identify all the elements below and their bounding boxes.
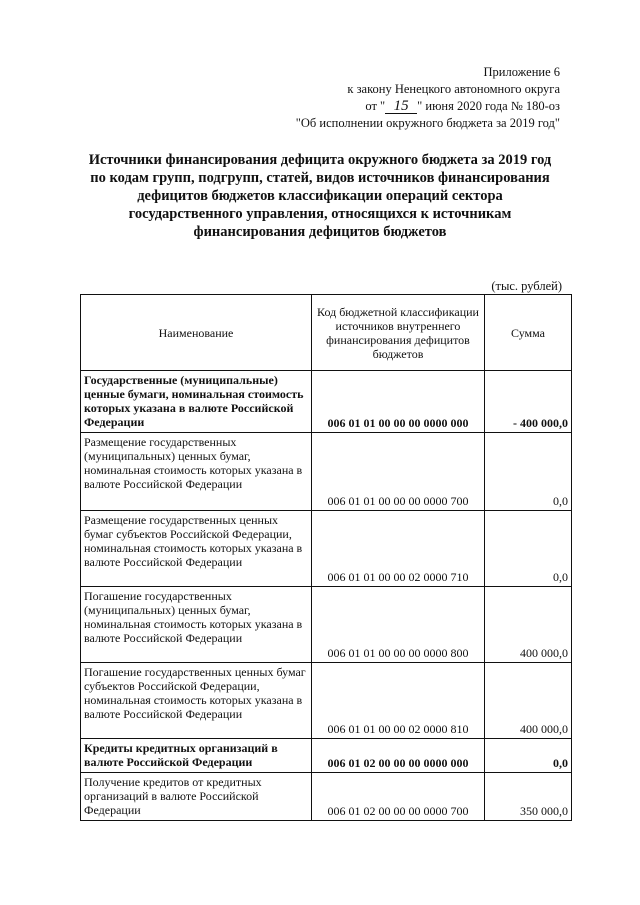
table-row bbox=[81, 587, 572, 663]
units-label: (тыс. рублей) bbox=[491, 279, 562, 293]
row-code: 006 01 01 00 00 02 0000 810 bbox=[312, 663, 485, 739]
title-line: Источники финансирования дефицита окружного бюджета за 2019 год bbox=[88, 152, 552, 168]
row-name: Кредиты кредитных организаций в валюте Российской Федерации bbox=[81, 739, 312, 773]
date-prefix: от " bbox=[365, 99, 386, 113]
table-row bbox=[81, 773, 572, 821]
title-line: дефицитов бюджетов классификации операций сектора bbox=[137, 188, 503, 204]
title-line: по кодам групп, подгрупп, статей, видов источников финансирования bbox=[90, 170, 550, 186]
date-suffix: " июня 2020 года № 180-оз bbox=[417, 99, 560, 113]
row-amount: 400 000,0 bbox=[485, 587, 572, 663]
appendix-number: Приложение 6 bbox=[483, 65, 560, 79]
row-amount: 0,0 bbox=[485, 433, 572, 511]
row-name: Погашение государственных (муниципальных) ценных бумаг, номинальная стоимость которых указана в валюте Российской Федерации bbox=[81, 587, 312, 663]
title-line: финансирования дефицитов бюджетов bbox=[193, 224, 447, 240]
row-code: 006 01 01 00 00 02 0000 710 bbox=[312, 511, 485, 587]
row-name: Размещение государственных ценных бумаг субъектов Российской Федерации, номинальная стоимость которых указана в валюте Российской Федерации bbox=[81, 511, 312, 587]
table-header-row bbox=[81, 295, 572, 371]
title-line: государственного управления, относящихся к источникам bbox=[128, 206, 512, 222]
appendix-law-title: "Об исполнении окружного бюджета за 2019 год" bbox=[295, 116, 560, 130]
row-name: Получение кредитов от кредитных организаций в валюте Российской Федерации bbox=[81, 773, 312, 821]
financing-sources-table bbox=[80, 294, 572, 821]
header-name: Наименование bbox=[81, 295, 312, 371]
row-code: 006 01 02 00 00 00 0000 700 bbox=[312, 773, 485, 821]
row-name: Государственные (муниципальные) ценные бумаги, номинальная стоимость которых указана в валюте Российской Федерации bbox=[81, 371, 312, 433]
row-code: 006 01 01 00 00 00 0000 000 bbox=[312, 371, 485, 433]
header-amount: Сумма bbox=[485, 295, 572, 371]
table-row bbox=[81, 371, 572, 433]
row-amount: 0,0 bbox=[485, 739, 572, 773]
row-code: 006 01 02 00 00 00 0000 000 bbox=[312, 739, 485, 773]
table-row bbox=[81, 663, 572, 739]
appendix-law: к закону Ненецкого автономного округа bbox=[347, 82, 560, 96]
row-name: Размещение государственных (муниципальных) ценных бумаг, номинальная стоимость которых указана в валюте Российской Федерации bbox=[81, 433, 312, 511]
header-code: Код бюджетной классификации источников внутреннего финансирования дефицитов бюджетов bbox=[312, 295, 485, 371]
document-title bbox=[72, 151, 568, 241]
date-day: 15 bbox=[385, 100, 417, 114]
table-row bbox=[81, 739, 572, 773]
row-code: 006 01 01 00 00 00 0000 700 bbox=[312, 433, 485, 511]
table-row bbox=[81, 511, 572, 587]
appendix-date bbox=[296, 98, 560, 115]
row-amount: 350 000,0 bbox=[485, 773, 572, 821]
row-amount: 0,0 bbox=[485, 511, 572, 587]
row-name: Погашение государственных ценных бумаг субъектов Российской Федерации, номинальная стоимость которых указана в валюте Российской Федерации bbox=[81, 663, 312, 739]
row-amount: - 400 000,0 bbox=[485, 371, 572, 433]
table-row bbox=[81, 433, 572, 511]
row-amount: 400 000,0 bbox=[485, 663, 572, 739]
appendix-header bbox=[296, 64, 560, 132]
row-code: 006 01 01 00 00 00 0000 800 bbox=[312, 587, 485, 663]
